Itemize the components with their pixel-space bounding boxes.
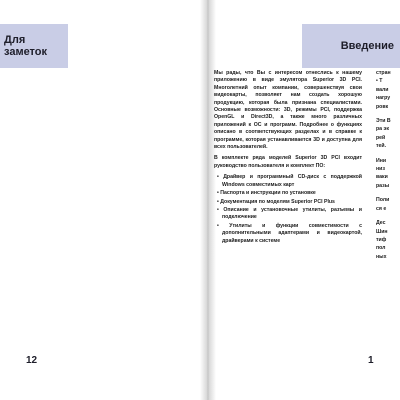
- package-list: [214, 174, 362, 245]
- list-item: • Документация по моделям Superior PCI Plus: [222, 199, 362, 206]
- left-page: [0, 20, 208, 382]
- right-page-number: 1: [368, 355, 374, 366]
- cropped-text-line: ра эк: [376, 126, 389, 133]
- right-page-header: [302, 24, 400, 68]
- cropped-text-line: Поли: [376, 197, 390, 204]
- package-paragraph: В комплекте ряда моделей Superior 3D PCI входит руководство пользователя и комплект ПО:: [214, 155, 362, 169]
- cropped-text-line: разы: [376, 182, 390, 189]
- left-page-header: [0, 24, 68, 68]
- list-item: • Паспорта и инструкции по установке: [222, 190, 362, 197]
- right-page-main-column: [214, 70, 362, 246]
- right-page-cropped-column: [376, 70, 400, 262]
- list-item: • Утилиты и функции совместимости с дополнительными адаптерами и видеокартой, драйверами к системе: [222, 223, 362, 245]
- right-page-header-title: Введение: [340, 40, 394, 52]
- cropped-text-line: Дес: [376, 220, 386, 227]
- cropped-text-line: ся е: [376, 205, 387, 212]
- cropped-text-line: нагру: [376, 95, 391, 102]
- cropped-text-line: • Т: [376, 78, 383, 85]
- list-item: • Драйвер и программный CD-диск с поддержкой Windows совместимых карт: [222, 174, 362, 189]
- cropped-text-line: ных: [376, 253, 387, 260]
- intro-paragraph: Мы рады, что Вы с интересом отнеслись к нашему приложению в виде эмулятора Superior 3D PCI. Многолетний опыт компании, совершенствуя свои видеокарты, позволяет нам создать хорошую продукцию, которая была признана специалистами. Основные возможности: 3D, режимы PCI, поддержка OpenGL и Direct3D, а также много различных приложений к ОС и программ. Подробнее о функциях описано в соответствующих разделах и в справке к программе, которая устанавливается 3D и доступна для всех пользователей.: [214, 70, 362, 151]
- cropped-text-line: низ: [376, 166, 385, 173]
- cropped-text-line: тиф: [376, 236, 387, 243]
- cropped-text-line: вали: [376, 86, 389, 93]
- cropped-text-line: ваки: [376, 174, 388, 181]
- cropped-text-line: ровк: [376, 103, 389, 110]
- left-page-number: 12: [26, 355, 38, 366]
- cropped-text-line: Эти В: [376, 118, 391, 125]
- cropped-text-line: рей: [376, 134, 386, 141]
- cropped-text-line: Шин: [376, 228, 388, 235]
- left-page-header-title: Для заметок: [4, 34, 48, 58]
- cropped-text-line: пол: [376, 245, 386, 252]
- list-item: • Описание и установочные утилиты, разъемы и подключение: [222, 207, 362, 222]
- cropped-text-line: Ини: [376, 157, 387, 164]
- cropped-text-line: стран: [376, 70, 391, 76]
- cropped-text-line: тей.: [376, 143, 387, 150]
